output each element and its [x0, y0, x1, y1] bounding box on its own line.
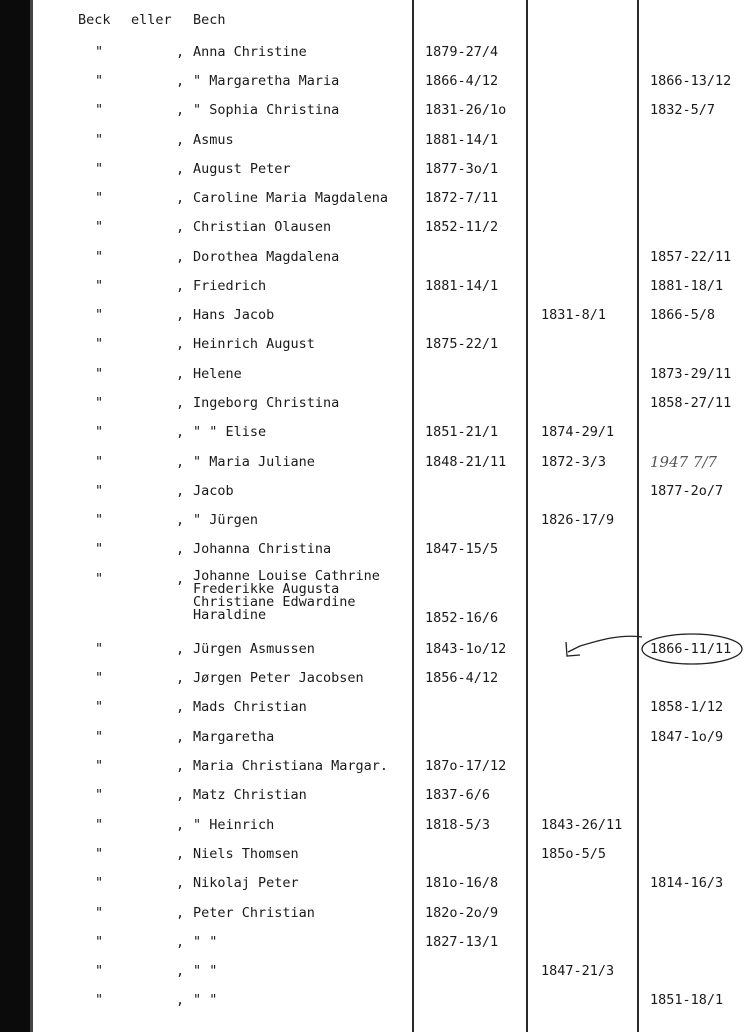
- given-names: Dorothea Magdalena: [193, 249, 340, 265]
- given-names: Jürgen Asmussen: [193, 641, 315, 657]
- ditto-mark: ": [95, 336, 104, 352]
- ditto-mark: ": [95, 161, 104, 177]
- ditto-mark: ": [95, 758, 104, 774]
- given-names: " " Elise: [193, 424, 267, 440]
- ditto-mark: ": [95, 73, 104, 89]
- header-surname-1: Beck: [78, 12, 111, 28]
- given-names: Margaretha: [193, 729, 275, 745]
- date-column-1: 1847-15/5: [425, 541, 499, 557]
- comma-separator: ,: [176, 905, 185, 921]
- comma-separator: ,: [176, 102, 185, 118]
- given-names: Jacob: [193, 483, 234, 499]
- header-surname-2: Bech: [193, 12, 226, 28]
- ditto-mark: ": [95, 219, 104, 235]
- date-column-1: 181o-16/8: [425, 875, 499, 891]
- date-column-1: 1852-11/2: [425, 219, 499, 235]
- ditto-mark: ": [95, 278, 104, 294]
- ditto-mark: ": [95, 424, 104, 440]
- ditto-mark: ": [95, 846, 104, 862]
- ditto-mark: ": [95, 905, 104, 921]
- arrow-line: [568, 636, 642, 652]
- given-names: Heinrich August: [193, 336, 315, 352]
- given-names: Mads Christian: [193, 699, 307, 715]
- given-names: Matz Christian: [193, 787, 307, 803]
- ditto-mark: ": [95, 44, 104, 60]
- comma-separator: ,: [176, 817, 185, 833]
- given-names: " Margaretha Maria: [193, 73, 340, 89]
- date-column-2: 1843-26/11: [541, 817, 623, 833]
- date-column-1: 1818-5/3: [425, 817, 491, 833]
- ditto-mark: ": [95, 190, 104, 206]
- ditto-mark: ": [95, 307, 104, 323]
- date-column-1: 1879-27/4: [425, 44, 499, 60]
- date-column-3: 1851-18/1: [650, 992, 724, 1008]
- date-column-1: 1843-1o/12: [425, 641, 507, 657]
- comma-separator: ,: [176, 541, 185, 557]
- date-column-1: 1848-21/11: [425, 454, 507, 470]
- comma-separator: ,: [176, 483, 185, 499]
- comma-separator: ,: [176, 395, 185, 411]
- ditto-mark: ": [95, 934, 104, 950]
- date-column-2: 1831-8/1: [541, 307, 607, 323]
- given-names: Nikolaj Peter: [193, 875, 299, 891]
- given-names: Ingeborg Christina: [193, 395, 340, 411]
- ditto-mark: ": [95, 249, 104, 265]
- date-column-3: 1866-5/8: [650, 307, 716, 323]
- date-column-2: 1872-3/3: [541, 454, 607, 470]
- date-column-1: 1866-4/12: [425, 73, 499, 89]
- given-names: Johanna Christina: [193, 541, 332, 557]
- given-names: Niels Thomsen: [193, 846, 299, 862]
- date-column-1: 1877-3o/1: [425, 161, 499, 177]
- date-column-3: 1947 7/7: [650, 453, 718, 471]
- date-column-1: 1837-6/6: [425, 787, 491, 803]
- comma-separator: ,: [176, 992, 185, 1008]
- date-column-2: 1826-17/9: [541, 512, 615, 528]
- comma-separator: ,: [176, 278, 185, 294]
- comma-separator: ,: [176, 571, 185, 587]
- comma-separator: ,: [176, 787, 185, 803]
- date-column-1: 1851-21/1: [425, 424, 499, 440]
- comma-separator: ,: [176, 161, 185, 177]
- date-column-1: 1881-14/1: [425, 132, 499, 148]
- given-names: Johanne Louise Cathrine Frederikke Augusta Christiane Edwardine Haraldine: [193, 568, 380, 623]
- ditto-mark: ": [95, 366, 104, 382]
- given-names: " ": [193, 934, 218, 950]
- given-names: Peter Christian: [193, 905, 315, 921]
- date-column-1: 1827-13/1: [425, 934, 499, 950]
- date-column-2: 1847-21/3: [541, 963, 615, 979]
- ditto-mark: ": [95, 571, 104, 587]
- ditto-mark: ": [95, 729, 104, 745]
- date-column-3: 1873-29/11: [650, 366, 732, 382]
- ditto-mark: ": [95, 454, 104, 470]
- ditto-mark: ": [95, 787, 104, 803]
- given-names: " ": [193, 992, 218, 1008]
- comma-separator: ,: [176, 219, 185, 235]
- date-column-3: 1814-16/3: [650, 875, 724, 891]
- given-names: Jørgen Peter Jacobsen: [193, 670, 364, 686]
- header-or: eller: [131, 12, 172, 28]
- ditto-mark: ": [95, 875, 104, 891]
- given-names: " Sophia Christina: [193, 102, 340, 118]
- ditto-mark: ": [95, 541, 104, 557]
- comma-separator: ,: [176, 875, 185, 891]
- comma-separator: ,: [176, 366, 185, 382]
- date-column-1: 182o-2o/9: [425, 905, 499, 921]
- given-names: Asmus: [193, 132, 234, 148]
- given-names: Caroline Maria Magdalena: [193, 190, 389, 206]
- comma-separator: ,: [176, 670, 185, 686]
- ditto-mark: ": [95, 963, 104, 979]
- date-column-3: 1866-11/11: [650, 641, 732, 657]
- comma-separator: ,: [176, 512, 185, 528]
- given-names: Maria Christiana Margar.: [193, 758, 389, 774]
- ditto-mark: ": [95, 512, 104, 528]
- date-column-2: 185o-5/5: [541, 846, 607, 862]
- ditto-mark: ": [95, 699, 104, 715]
- given-names: " Maria Juliane: [193, 454, 315, 470]
- comma-separator: ,: [176, 190, 185, 206]
- date-column-3: 1832-5/7: [650, 102, 716, 118]
- comma-separator: ,: [176, 641, 185, 657]
- date-column-3: 1877-2o/7: [650, 483, 724, 499]
- date-column-1: 1856-4/12: [425, 670, 499, 686]
- given-names: Helene: [193, 366, 242, 382]
- ditto-mark: ": [95, 817, 104, 833]
- given-names: Friedrich: [193, 278, 267, 294]
- comma-separator: ,: [176, 424, 185, 440]
- date-column-3: 1881-18/1: [650, 278, 724, 294]
- ditto-mark: ": [95, 102, 104, 118]
- ditto-mark: ": [95, 641, 104, 657]
- comma-separator: ,: [176, 963, 185, 979]
- given-names: " Jürgen: [193, 512, 259, 528]
- comma-separator: ,: [176, 44, 185, 60]
- comma-separator: ,: [176, 454, 185, 470]
- given-names: August Peter: [193, 161, 291, 177]
- comma-separator: ,: [176, 132, 185, 148]
- date-column-1: 1852-16/6: [425, 610, 499, 626]
- comma-separator: ,: [176, 699, 185, 715]
- date-column-3: 1858-27/11: [650, 395, 732, 411]
- ditto-mark: ": [95, 670, 104, 686]
- date-column-3: 1857-22/11: [650, 249, 732, 265]
- date-column-3: 1866-13/12: [650, 73, 732, 89]
- date-column-3: 1858-1/12: [650, 699, 724, 715]
- date-column-1: 1872-7/11: [425, 190, 499, 206]
- circle-mark: [642, 634, 742, 664]
- date-column-2: 1874-29/1: [541, 424, 615, 440]
- given-names: " ": [193, 963, 218, 979]
- ditto-mark: ": [95, 992, 104, 1008]
- ditto-mark: ": [95, 483, 104, 499]
- comma-separator: ,: [176, 336, 185, 352]
- date-column-1: 1881-14/1: [425, 278, 499, 294]
- comma-separator: ,: [176, 758, 185, 774]
- date-column-3: 1847-1o/9: [650, 729, 724, 745]
- comma-separator: ,: [176, 846, 185, 862]
- comma-separator: ,: [176, 249, 185, 265]
- comma-separator: ,: [176, 729, 185, 745]
- ditto-mark: ": [95, 132, 104, 148]
- given-names: " Heinrich: [193, 817, 275, 833]
- comma-separator: ,: [176, 73, 185, 89]
- date-column-1: 187o-17/12: [425, 758, 507, 774]
- given-names: Anna Christine: [193, 44, 307, 60]
- comma-separator: ,: [176, 307, 185, 323]
- ditto-mark: ": [95, 395, 104, 411]
- date-column-1: 1875-22/1: [425, 336, 499, 352]
- given-names: Christian Olausen: [193, 219, 332, 235]
- comma-separator: ,: [176, 934, 185, 950]
- date-column-1: 1831-26/1o: [425, 102, 507, 118]
- given-names: Hans Jacob: [193, 307, 275, 323]
